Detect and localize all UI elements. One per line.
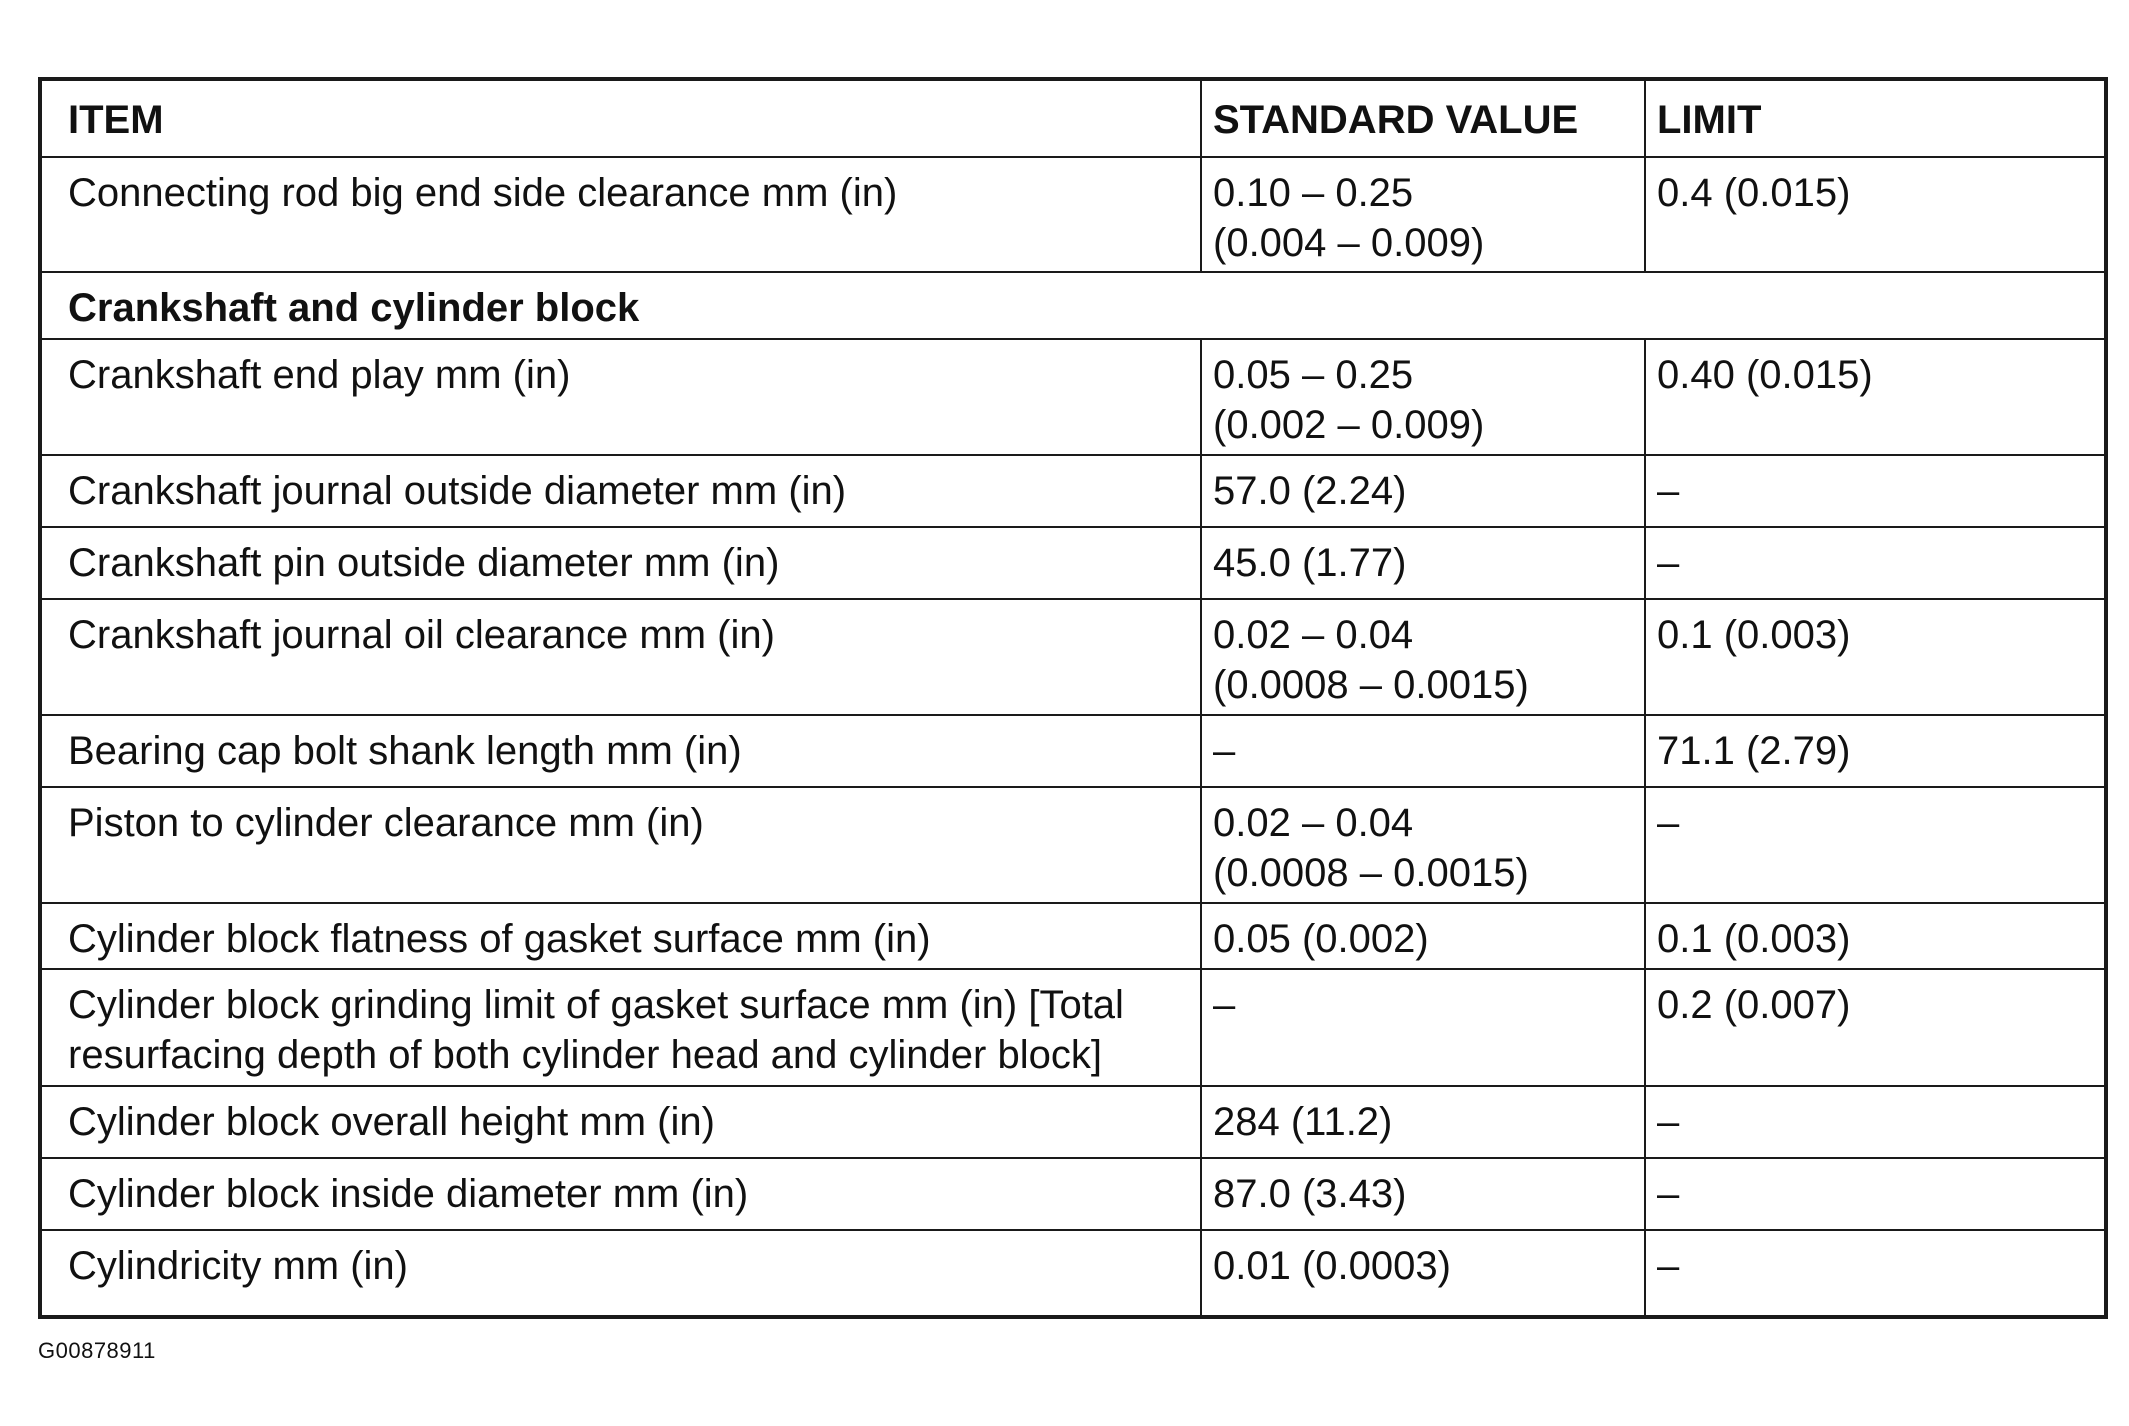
table-row [40, 157, 2106, 272]
cell-limit: 71.1 (2.79) [1645, 715, 2106, 787]
cell-standard-value: 0.10 – 0.25 (0.004 – 0.009) [1201, 157, 1645, 272]
table-row [40, 903, 2106, 969]
cell-limit: 0.1 (0.003) [1645, 599, 2106, 715]
cell-standard-value: – [1201, 715, 1645, 787]
cell-standard-value: – [1201, 969, 1645, 1086]
table-row [40, 599, 2106, 715]
cell-limit: 0.2 (0.007) [1645, 969, 2106, 1086]
cell-item: Crankshaft end play mm (in) [40, 339, 1201, 455]
cell-standard-value: 0.02 – 0.04 (0.0008 – 0.0015) [1201, 787, 1645, 903]
cell-item: Cylinder block overall height mm (in) [40, 1086, 1201, 1158]
cell-standard-value: 0.05 (0.002) [1201, 903, 1645, 969]
cell-limit: – [1645, 1230, 2106, 1317]
cell-limit: – [1645, 1086, 2106, 1158]
cell-item: Crankshaft journal outside diameter mm (in) [40, 455, 1201, 527]
specifications-table [38, 77, 2108, 1319]
cell-standard-value: 57.0 (2.24) [1201, 455, 1645, 527]
cell-item: Cylindricity mm (in) [40, 1230, 1201, 1317]
table-row [40, 1086, 2106, 1158]
table-row [40, 969, 2106, 1086]
cell-limit: – [1645, 455, 2106, 527]
cell-standard-value: 87.0 (3.43) [1201, 1158, 1645, 1230]
cell-item: Cylinder block inside diameter mm (in) [40, 1158, 1201, 1230]
cell-standard-value: 284 (11.2) [1201, 1086, 1645, 1158]
cell-item: Connecting rod big end side clearance mm (in) [40, 157, 1201, 272]
table-header-row [40, 79, 2106, 157]
cell-limit: – [1645, 787, 2106, 903]
table-row [40, 339, 2106, 455]
section-heading: Crankshaft and cylinder block [40, 272, 2106, 339]
cell-limit: – [1645, 527, 2106, 599]
header-item: ITEM [40, 79, 1201, 157]
cell-limit: 0.1 (0.003) [1645, 903, 2106, 969]
table-row [40, 715, 2106, 787]
table-row [40, 1158, 2106, 1230]
cell-item: Crankshaft pin outside diameter mm (in) [40, 527, 1201, 599]
cell-standard-value: 0.01 (0.0003) [1201, 1230, 1645, 1317]
cell-standard-value: 45.0 (1.77) [1201, 527, 1645, 599]
table-row [40, 455, 2106, 527]
table-row [40, 1230, 2106, 1317]
cell-item: Crankshaft journal oil clearance mm (in) [40, 599, 1201, 715]
section-row [40, 272, 2106, 339]
cell-limit: 0.40 (0.015) [1645, 339, 2106, 455]
header-standard-value: STANDARD VALUE [1201, 79, 1645, 157]
cell-standard-value: 0.05 – 0.25 (0.002 – 0.009) [1201, 339, 1645, 455]
table-row [40, 787, 2106, 903]
cell-limit: 0.4 (0.015) [1645, 157, 2106, 272]
cell-standard-value: 0.02 – 0.04 (0.0008 – 0.0015) [1201, 599, 1645, 715]
figure-id: G00878911 [38, 1338, 156, 1363]
table-row [40, 527, 2106, 599]
cell-item: Piston to cylinder clearance mm (in) [40, 787, 1201, 903]
cell-limit: – [1645, 1158, 2106, 1230]
cell-item: Cylinder block flatness of gasket surface mm (in) [40, 903, 1201, 969]
cell-item: Cylinder block grinding limit of gasket surface mm (in) [Total resurfacing depth of both cylinder head and cylinder block] [40, 969, 1201, 1086]
cell-item: Bearing cap bolt shank length mm (in) [40, 715, 1201, 787]
header-limit: LIMIT [1645, 79, 2106, 157]
